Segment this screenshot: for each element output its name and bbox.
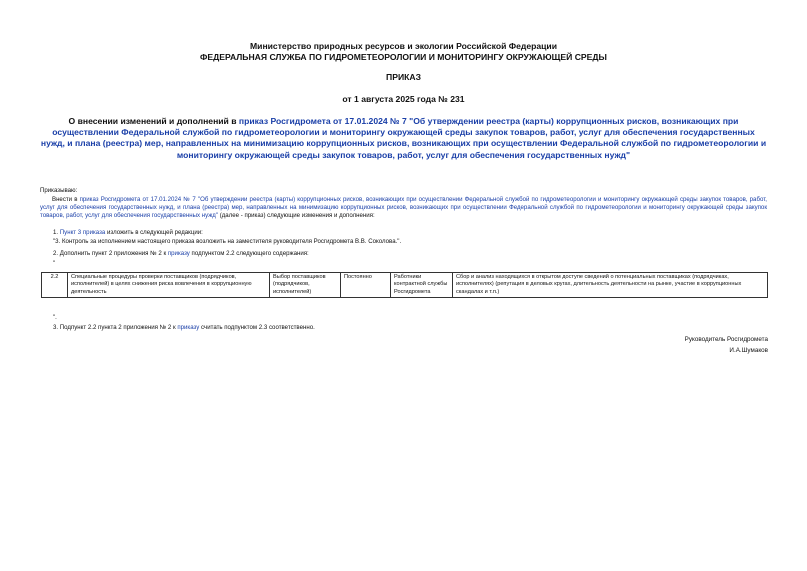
signature-name: И.А.Шумаков <box>729 347 768 354</box>
item3-prefix: 3. Подпункт 2.2 пункта 2 приложения № 2 к <box>53 324 178 331</box>
title-prefix: О внесении изменений и дополнений в <box>68 116 239 126</box>
item3-suffix: считать подпунктом 2.3 соответственно. <box>199 324 315 331</box>
signature-position: Руководитель Росгидромета <box>684 336 768 343</box>
service-heading: ФЕДЕРАЛЬНАЯ СЛУЖБА ПО ГИДРОМЕТЕОРОЛОГИИ И МОНИТОРИНГУ ОКРУЖАЮЩЕЙ СРЕДЫ <box>200 52 607 62</box>
item1-suffix: изложить в следующей редакции: <box>105 229 203 236</box>
p1-suffix: (далее - приказ) следующие изменения и дополнения: <box>218 212 375 220</box>
p1-link[interactable]: приказ Росгидромета от 17.01.2024 № 7 "Об утверждении реестра (карты) коррупционных рисков, возникающих при осуществлении Федеральной службой по гидрометеорологии и мониторингу окружающей среды закупок товаров, работ, услуг для обеспечения государственных нужд, и плана (реестра) мер, направленных на минимизацию коррупционных рисков, возникающих при осуществлении Федеральной службой по гидрометеорологии и мониторингу окружающей среды закупок товаров, работ, услуг для обеспечения государственных нужд" <box>40 196 768 220</box>
ministry-heading: Министерство природных ресурсов и экологии Российской Федерации <box>250 41 557 51</box>
quote-close: ". <box>53 314 57 321</box>
cell-responsible: Работники контрактной службы Росгидромета <box>391 273 453 298</box>
p1-prefix: Внести в <box>52 196 80 203</box>
cell-stage: Выбор поставщиков (подрядчиков, исполнителей) <box>270 273 341 298</box>
title-link[interactable]: приказ Росгидромета от 17.01.2024 № 7 "Об утверждении реестра (карты) коррупционных рисков, возникающих при осуществлении Федеральной службой по гидрометеорологии и мониторингу окружающей среды закупок товаров, работ, услуг для обеспечения государственных нужд, и плана (реестра) мер, направленных на минимизацию коррупционных рисков, возникающих при осуществлении Федеральной службой по гидрометеорологии и мониторингу окружающей среды закупок товаров, работ, услуг для обеспечения государственных нужд" <box>40 116 767 160</box>
quote-open: " <box>53 260 56 267</box>
document-type: ПРИКАЗ <box>386 72 421 82</box>
item-2 <box>53 250 309 258</box>
document-title <box>40 116 767 161</box>
measures-table <box>41 272 768 298</box>
item3-link[interactable]: приказу <box>177 324 200 331</box>
cell-number: 2.2 <box>42 273 68 298</box>
item-1-quote: "3. Контроль за исполнением настоящего приказа возложить на заместителя руководителя Росгидромета В.В. Соколова.". <box>53 238 402 245</box>
document-date: от 1 августа 2025 года № 231 <box>342 94 465 104</box>
paragraph-1 <box>40 196 767 221</box>
cell-measures: Сбор и анализ находящихся в открытом доступе сведений о потенциальных поставщиках (подрядчиках, исполнителях) (репутация в деловых кругах, длительность деятельности на рынке, участие в коррупционных скандалах и т.п.) <box>453 273 768 298</box>
table-row <box>42 273 768 298</box>
item2-suffix: подпунктом 2.2 следующего содержания: <box>189 250 309 257</box>
order-word: Приказываю: <box>40 187 78 194</box>
cell-procedure: Специальные процедуры проверки поставщиков (подрядчиков, исполнителей) в целях снижения риска вовлечения в коррупционную деятельность <box>68 273 270 298</box>
item1-link[interactable]: Пункт 3 приказа <box>59 229 106 236</box>
item-3 <box>53 324 315 332</box>
item2-prefix: 2. Дополнить пункт 2 приложения № 2 к <box>53 250 168 257</box>
item2-link[interactable]: приказу <box>167 250 190 257</box>
cell-period: Постоянно <box>341 273 391 298</box>
item1-prefix: 1. <box>53 229 60 236</box>
item-1 <box>53 229 203 237</box>
